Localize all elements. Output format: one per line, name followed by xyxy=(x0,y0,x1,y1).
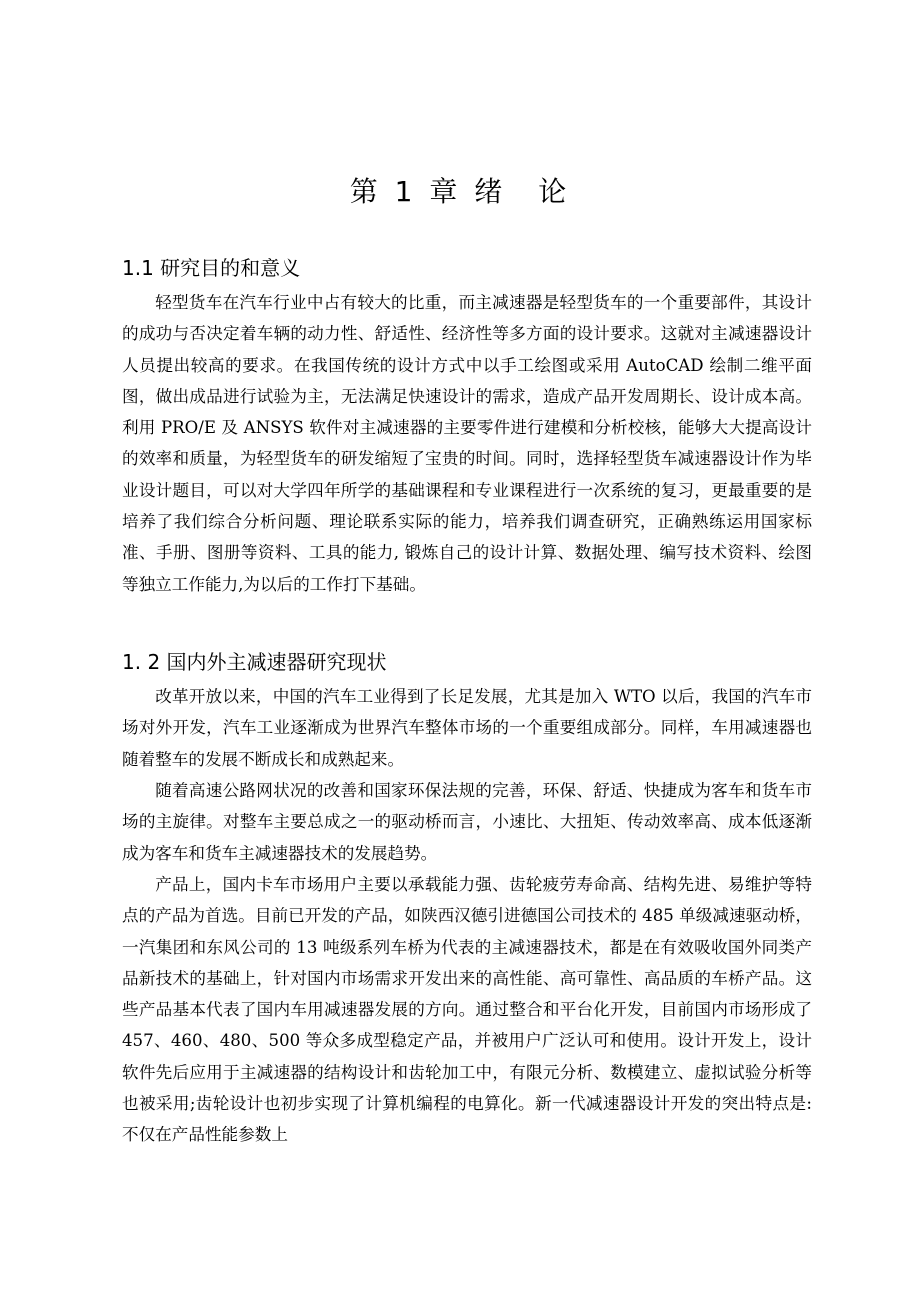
paragraph-products: 产品上，国内卡车市场用户主要以承载能力强、齿轮疲劳寿命高、结构先进、易维护等特点的产品为首选。目前已开发的产品，如陕西汉德引进德国公司技术的 485 单级减速驱动桥，一汽集团和东风公司的 13 吨级系列车桥为代表的主减速器技术，都是在有效吸收国外同类产品新技术的基础上，针对国内市场需求开发出来的高性能、高可靠性、高品质的车桥产品。这些产品基本代表了国内车用减速器发展的方向。通过整合和平台化开发，目前国内市场形成了 457、460、480、500 等众多成型稳定产品，并被用户广泛认可和使用。设计开发上，设计软件先后应用于主减速器的结构设计和齿轮加工中，有限元分析、数模建立、虚拟试验分析等也被采用;齿轮设计也初步实现了计算机编程的电算化。新一代减速器设计开发的突出特点是:不仅在产品性能参数上 xyxy=(122,875,812,1145)
paragraph-highway-network: 随着高速公路网状况的改善和国家环保法规的完善，环保、舒适、快捷成为客车和货车市场的主旋律。对整车主要总成之一的驱动桥而言，小速比、大扭矩、传动效率高、成本低逐渐成为客车和货车主减速器技术的发展趋势。 xyxy=(122,781,812,863)
chapter-title: 第 1 章 绪 论 xyxy=(349,175,571,208)
paragraph-reform-opening: 改革开放以来，中国的汽车工业得到了长足发展，尤其是加入 WTO 以后，我国的汽车市场对外开发，汽车工业逐渐成为世界汽车整体市场的一个重要组成部分。同样，车用减速器也随着整车的发展不断成长和成熟起来。 xyxy=(122,687,812,769)
section-heading-1-1: 1.1 研究目的和意义 xyxy=(122,256,301,280)
section-heading-1-2: 1. 2 国内外主减速器研究现状 xyxy=(122,650,387,674)
paragraph-purpose-significance: 轻型货车在汽车行业中占有较大的比重，而主减速器是轻型货车的一个重要部件，其设计的成功与否决定着车辆的动力性、舒适性、经济性等多方面的设计要求。这就对主减速器设计人员提出较高的要求。在我国传统的设计方式中以手工绘图或采用 AutoCAD 绘制二维平面图，做出成品进行试验为主，无法满足快速设计的需求，造成产品开发周期长、设计成本高。利用 PRO/E 及 ANSYS 软件对主减速器的主要零件进行建模和分析校核，能够大大提高设计的效率和质量，为轻型货车的研发缩短了宝贵的时间。同时，选择轻型货车减速器设计作为毕业设计题目，可以对大学四年所学的基础课程和专业课程进行一次系统的复习，更最重要的是培养了我们综合分析问题、理论联系实际的能力，培养我们调查研究，正确熟练运用国家标准、手册、图册等资料、工具的能力, 锻炼自己的设计计算、数据处理、编写技术资料、绘图等独立工作能力,为以后的工作打下基础。 xyxy=(122,293,812,594)
